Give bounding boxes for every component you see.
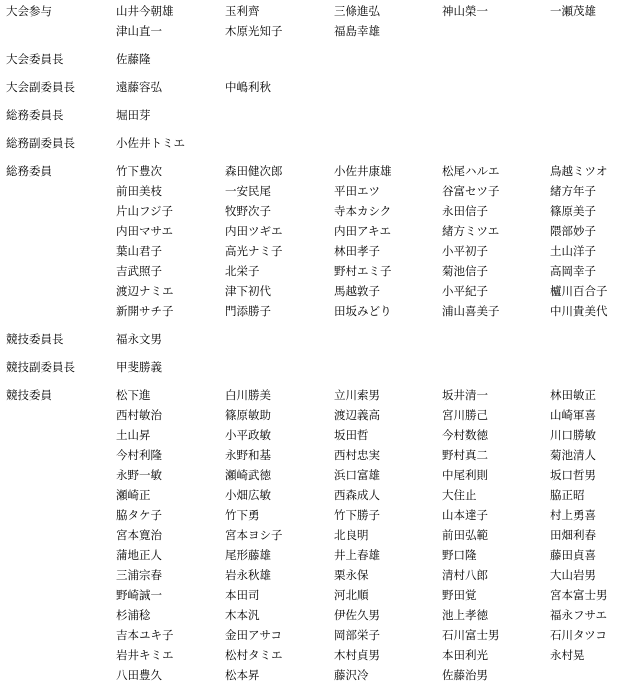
member-name: 宮本富士男 xyxy=(550,588,608,602)
member-name: 竹下勇 xyxy=(225,508,260,522)
member-name: 野崎誠一 xyxy=(116,588,162,602)
member-name: 甲斐勝義 xyxy=(116,360,162,374)
member-name: 瀬崎正 xyxy=(116,488,151,502)
member-name: 河北順 xyxy=(334,588,369,602)
member-name: 前田美枝 xyxy=(116,184,162,198)
member-name: 森田健次郎 xyxy=(225,164,283,178)
member-name: 藤田貞喜 xyxy=(550,548,596,562)
name-row xyxy=(0,220,621,240)
member-name: 野田覚 xyxy=(442,588,477,602)
role-section xyxy=(0,356,621,376)
role-section xyxy=(0,328,621,348)
member-name: 福永文男 xyxy=(116,332,162,346)
member-name: 脇タケ子 xyxy=(116,508,162,522)
member-name: 林田敏正 xyxy=(550,388,596,402)
member-name: 竹下豊次 xyxy=(116,164,162,178)
member-name: 一瀬茂雄 xyxy=(550,4,596,18)
member-name: 前田弘範 xyxy=(442,528,488,542)
member-name: 津下初代 xyxy=(225,284,271,298)
member-name: 北良明 xyxy=(334,528,369,542)
member-name: 津山直一 xyxy=(116,24,162,38)
role-label: 大会参与 xyxy=(6,4,52,18)
member-name: 浜口富雄 xyxy=(334,468,380,482)
member-name: 坂田哲 xyxy=(334,428,369,442)
member-name: 大山岩男 xyxy=(550,568,596,582)
member-name: 大住止 xyxy=(442,488,477,502)
member-name: 瀬崎武徳 xyxy=(225,468,271,482)
member-name: 岩井キミエ xyxy=(116,648,174,662)
member-name: 牧野次子 xyxy=(225,204,271,218)
member-name: 岡部栄子 xyxy=(334,628,380,642)
name-row xyxy=(0,48,621,68)
member-name: 林田孝子 xyxy=(334,244,380,258)
member-name: 田坂みどり xyxy=(334,304,392,318)
member-name: 北栄子 xyxy=(225,264,260,278)
name-row xyxy=(0,464,621,484)
name-row xyxy=(0,424,621,444)
member-name: 小平政敏 xyxy=(225,428,271,442)
member-name: 堀田芽 xyxy=(116,108,151,122)
member-name: 藤沢冷 xyxy=(334,668,369,682)
role-section xyxy=(0,132,621,152)
member-name: 井上春雄 xyxy=(334,548,380,562)
member-name: 松本昇 xyxy=(225,668,260,682)
member-name: 篠原敏助 xyxy=(225,408,271,422)
name-row xyxy=(0,356,621,376)
member-name: 宮川勝己 xyxy=(442,408,488,422)
member-name: 渡辺ナミエ xyxy=(116,284,174,298)
member-name: 高光ナミ子 xyxy=(225,244,283,258)
name-row xyxy=(0,644,621,664)
member-name: 坂井清一 xyxy=(442,388,488,402)
member-name: 寺本カシク xyxy=(334,204,392,218)
name-row xyxy=(0,280,621,300)
member-name: 一安民尾 xyxy=(225,184,271,198)
member-name: 渡辺義高 xyxy=(334,408,380,422)
member-name: 内田アキエ xyxy=(334,224,392,238)
member-name: 吉武照子 xyxy=(116,264,162,278)
member-name: 福島幸雄 xyxy=(334,24,380,38)
member-name: 村上勇喜 xyxy=(550,508,596,522)
member-name: 本田利光 xyxy=(442,648,488,662)
member-name: 菊池信子 xyxy=(442,264,488,278)
name-row xyxy=(0,200,621,220)
member-name: 清村八郎 xyxy=(442,568,488,582)
member-name: 永野和基 xyxy=(225,448,271,462)
name-row xyxy=(0,524,621,544)
member-name: 中尾利則 xyxy=(442,468,488,482)
member-name: 今村利隆 xyxy=(116,448,162,462)
name-row xyxy=(0,484,621,504)
role-label: 総務副委員長 xyxy=(6,136,75,150)
role-label: 競技委員長 xyxy=(6,332,64,346)
member-name: 内田マサエ xyxy=(116,224,174,238)
name-row xyxy=(0,384,621,404)
member-name: 土山洋子 xyxy=(550,244,596,258)
member-name: 松尾ハルエ xyxy=(442,164,500,178)
member-name: 遠藤容弘 xyxy=(116,80,162,94)
member-name: 永田信子 xyxy=(442,204,488,218)
member-name: 馬越敦子 xyxy=(334,284,380,298)
member-name: 田畑利春 xyxy=(550,528,596,542)
role-section xyxy=(0,76,621,96)
role-section xyxy=(0,48,621,68)
member-name: 石川富士男 xyxy=(442,628,500,642)
member-name: 櫨川百合子 xyxy=(550,284,608,298)
member-name: 小佐井トミエ xyxy=(116,136,185,150)
member-name: 山井今朝雄 xyxy=(116,4,174,18)
member-name: 本田司 xyxy=(225,588,260,602)
member-name: 宮本ヨシ子 xyxy=(225,528,283,542)
member-name: 川口勝敏 xyxy=(550,428,596,442)
member-name: 高岡幸子 xyxy=(550,264,596,278)
name-row xyxy=(0,664,621,684)
member-name: 三條進弘 xyxy=(334,4,380,18)
name-row xyxy=(0,328,621,348)
member-name: 土山昇 xyxy=(116,428,151,442)
member-name: 宮本寛治 xyxy=(116,528,162,542)
member-name: 永野一敏 xyxy=(116,468,162,482)
role-section xyxy=(0,160,621,320)
member-name: 野村真二 xyxy=(442,448,488,462)
member-name: 平田エツ xyxy=(334,184,380,198)
name-row xyxy=(0,240,621,260)
member-name: 緒方年子 xyxy=(550,184,596,198)
role-label: 総務委員長 xyxy=(6,108,64,122)
name-row xyxy=(0,0,621,20)
member-name: 三浦宗春 xyxy=(116,568,162,582)
member-name: 松下進 xyxy=(116,388,151,402)
member-name: 鳥越ミツオ xyxy=(550,164,608,178)
role-section xyxy=(0,384,621,684)
member-name: 坂口哲男 xyxy=(550,468,596,482)
name-row xyxy=(0,504,621,524)
role-label: 総務委員 xyxy=(6,164,52,178)
member-name: 松村タミエ xyxy=(225,648,283,662)
role-section xyxy=(0,0,621,40)
member-name: 吉本ユキ子 xyxy=(116,628,174,642)
member-name: 立川索男 xyxy=(334,388,380,402)
member-name: 山崎軍喜 xyxy=(550,408,596,422)
member-name: 野村エミ子 xyxy=(334,264,392,278)
member-name: 蒲地正人 xyxy=(116,548,162,562)
role-label: 競技委員 xyxy=(6,388,52,402)
member-name: 西森成人 xyxy=(334,488,380,502)
name-row xyxy=(0,160,621,180)
member-name: 白川勝美 xyxy=(225,388,271,402)
name-row xyxy=(0,20,621,40)
member-name: 野口隆 xyxy=(442,548,477,562)
member-name: 谷富セツ子 xyxy=(442,184,500,198)
member-name: 浦山喜美子 xyxy=(442,304,500,318)
member-name: 木原光知子 xyxy=(225,24,283,38)
member-name: 菊池清人 xyxy=(550,448,596,462)
member-name: 佐藤隆 xyxy=(116,52,151,66)
name-row xyxy=(0,444,621,464)
member-name: 木本汎 xyxy=(225,608,260,622)
member-name: 永村晃 xyxy=(550,648,585,662)
name-row xyxy=(0,624,621,644)
member-name: 佐藤治男 xyxy=(442,668,488,682)
role-label: 競技副委員長 xyxy=(6,360,75,374)
member-name: 山本達子 xyxy=(442,508,488,522)
member-name: 隈部妙子 xyxy=(550,224,596,238)
name-row xyxy=(0,132,621,152)
member-name: 玉利齊 xyxy=(225,4,260,18)
member-name: 栗永保 xyxy=(334,568,369,582)
member-name: 竹下勝子 xyxy=(334,508,380,522)
member-name: 小畑広敏 xyxy=(225,488,271,502)
member-name: 尾形藤雄 xyxy=(225,548,271,562)
role-section xyxy=(0,104,621,124)
member-name: 内田ツギエ xyxy=(225,224,283,238)
name-row xyxy=(0,76,621,96)
member-name: 門添勝子 xyxy=(225,304,271,318)
role-label: 大会副委員長 xyxy=(6,80,75,94)
member-name: 西村忠実 xyxy=(334,448,380,462)
member-name: 福永フサエ xyxy=(550,608,608,622)
name-row xyxy=(0,564,621,584)
member-name: 緒方ミツエ xyxy=(442,224,500,238)
member-name: 小平紀子 xyxy=(442,284,488,298)
member-name: 今村数徳 xyxy=(442,428,488,442)
member-name: 小平初子 xyxy=(442,244,488,258)
member-name: 岩永秋雄 xyxy=(225,568,271,582)
member-name: 葉山君子 xyxy=(116,244,162,258)
member-name: 片山フジ子 xyxy=(116,204,174,218)
member-name: 脇正昭 xyxy=(550,488,585,502)
member-name: 杉浦稔 xyxy=(116,608,151,622)
member-name: 新開サチ子 xyxy=(116,304,174,318)
role-label: 大会委員長 xyxy=(6,52,64,66)
member-name: 中嶋利秋 xyxy=(225,80,271,94)
name-row xyxy=(0,180,621,200)
name-row xyxy=(0,104,621,124)
member-name: 西村敏治 xyxy=(116,408,162,422)
name-row xyxy=(0,544,621,564)
name-row xyxy=(0,300,621,320)
name-row xyxy=(0,404,621,424)
member-name: 中川貴美代 xyxy=(550,304,608,318)
member-name: 池上孝徳 xyxy=(442,608,488,622)
name-row xyxy=(0,604,621,624)
name-row xyxy=(0,260,621,280)
member-name: 小佐井康雄 xyxy=(334,164,392,178)
member-name: 八田豊久 xyxy=(116,668,162,682)
member-name: 石川タツコ xyxy=(550,628,607,642)
member-name: 金田アサコ xyxy=(225,628,283,642)
member-name: 篠原美子 xyxy=(550,204,596,218)
name-row xyxy=(0,584,621,604)
member-name: 伊佐久男 xyxy=(334,608,380,622)
member-name: 木村貞男 xyxy=(334,648,380,662)
member-name: 神山榮一 xyxy=(442,4,488,18)
